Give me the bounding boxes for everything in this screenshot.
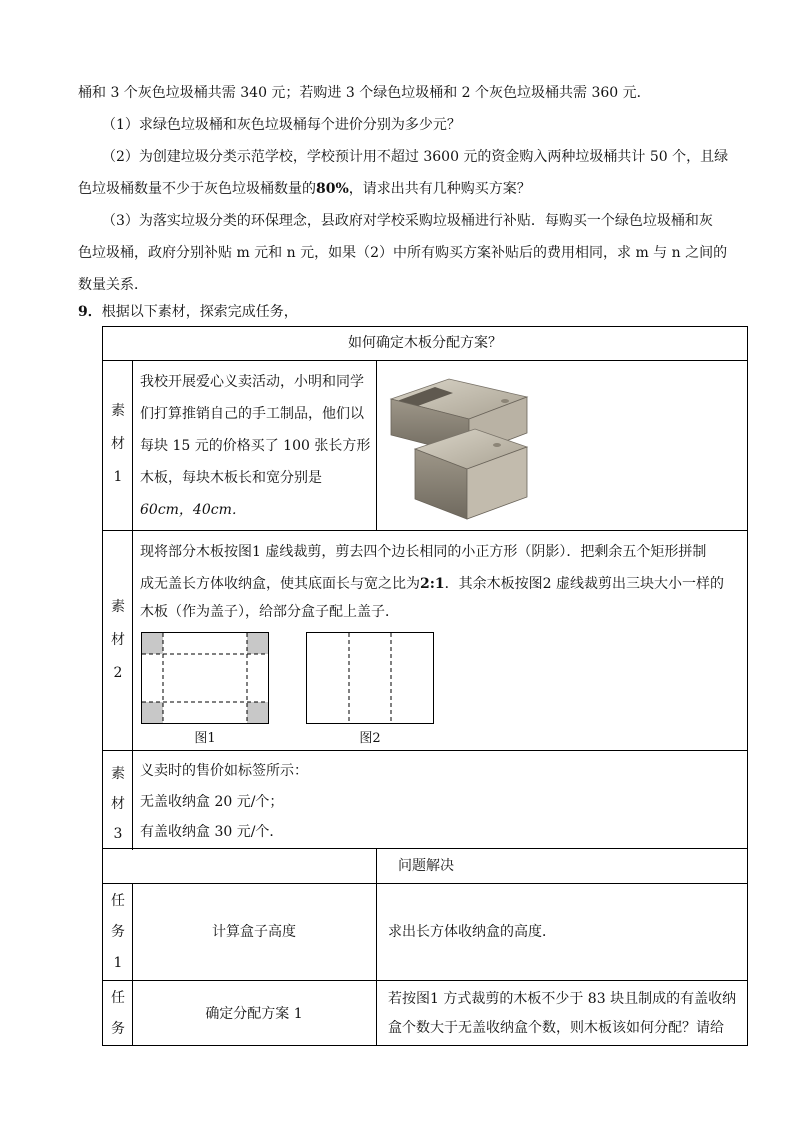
task-1-label-3: 1	[113, 955, 123, 971]
material-1-line-4: 木板，每块木板长和宽分别是	[140, 470, 322, 486]
material-3-line-2: 无盖收纳盒 20 元/个；	[140, 794, 284, 810]
question-3-line-1: （3）为落实垃圾分类的环保理念，县政府对学校采购垃圾桶进行补贴．每购买一个绿色垃圾桶和灰	[102, 213, 713, 229]
question-2-text-b: ，请求出共有几种购买方案？	[348, 181, 531, 197]
task-2-label-1: 任	[111, 990, 125, 1006]
figure-1-diagram	[141, 632, 269, 724]
question-2-percent: 80%	[316, 181, 349, 197]
material-2-ratio: 2:1	[420, 576, 445, 592]
task-2-label-2: 务	[111, 1021, 125, 1037]
task-2-name: 确定分配方案 1	[205, 1006, 303, 1022]
problem-9	[78, 304, 298, 320]
material-1-label-1: 素	[111, 403, 125, 419]
material-3-label-2: 材	[111, 796, 125, 812]
material-2-line-1: 现将部分木板按图1 虚线裁剪，剪去四个边长相同的小正方形（阴影）．把剩余五个矩形拼制	[140, 544, 707, 560]
question-3-line-3: 数量关系．	[78, 277, 148, 293]
material-2-label-2: 材	[111, 632, 125, 648]
task-2-line-2: 盒个数大于无盖收纳盒个数，则木板该如何分配？请给	[388, 1020, 724, 1036]
figure-2-diagram	[306, 632, 434, 724]
problem-text: 根据以下素材，探索完成任务，	[101, 304, 298, 320]
material-2-text-a: 成无盖长方体收纳盒，使其底面长与宽之比为	[140, 576, 420, 592]
material-3-label-3: 3	[113, 826, 123, 842]
material-2-line-3: 木板（作为盖子），给部分盒子配上盖子．	[140, 604, 399, 620]
section-header: 问题解决	[398, 858, 454, 874]
material-1-label-3: 1	[113, 469, 123, 485]
task-1-label-2: 务	[111, 924, 125, 940]
question-1: （1）求绿色垃圾桶和灰色垃圾桶每个进价分别为多少元？	[102, 117, 461, 133]
material-2-line-2	[140, 576, 724, 592]
figure-2-caption: 图2	[359, 731, 381, 746]
table-title: 如何确定木板分配方案？	[348, 335, 502, 351]
wooden-box-photo	[389, 377, 529, 522]
question-2-line-2	[78, 181, 531, 197]
material-2-label-3: 2	[113, 665, 123, 681]
task-1-description: 求出长方体收纳盒的高度．	[388, 924, 556, 940]
material-3-line-3: 有盖收纳盒 30 元/个．	[140, 824, 284, 840]
problem-number: 9．	[78, 304, 102, 320]
task-1-name: 计算盒子高度	[212, 924, 296, 940]
material-1-line-2: 们打算推销自己的手工制品，他们以	[140, 406, 364, 422]
material-3-line-1: 义卖时的售价如标签所示：	[140, 763, 308, 779]
material-3-label-1: 素	[111, 766, 125, 782]
material-1-dimensions: 60cm，40cm．	[140, 502, 246, 518]
figure-1-caption: 图1	[194, 731, 216, 746]
intro-line-1: 桶和 3 个灰色垃圾桶共需 340 元；若购进 3 个绿色垃圾桶和 2 个灰色垃圾桶共需 360 元．	[78, 85, 651, 101]
material-2-label-1: 素	[111, 599, 125, 615]
question-2-text-a: 色垃圾桶数量不少于灰色垃圾桶数量的	[78, 181, 316, 197]
question-2-line-1: （2）为创建垃圾分类示范学校，学校预计用不超过 3600 元的资金购入两种垃圾桶共计 50 个，且绿	[102, 149, 729, 165]
material-1-line-1: 我校开展爱心义卖活动，小明和同学	[140, 374, 364, 390]
question-3-line-2: 色垃圾桶，政府分别补贴 m 元和 n 元，如果（2）中所有购买方案补贴后的费用相同，求 m 与 n 之间的	[78, 245, 728, 261]
material-1-line-3: 每块 15 元的价格买了 100 张长方形	[140, 438, 371, 454]
material-1-label-2: 材	[111, 436, 125, 452]
task-2-line-1: 若按图1 方式裁剪的木板不少于 83 块且制成的有盖收纳	[388, 991, 737, 1007]
material-2-text-b: ．其余木板按图2 虚线裁剪出三块大小一样的	[444, 576, 725, 592]
task-1-label-1: 任	[111, 893, 125, 909]
